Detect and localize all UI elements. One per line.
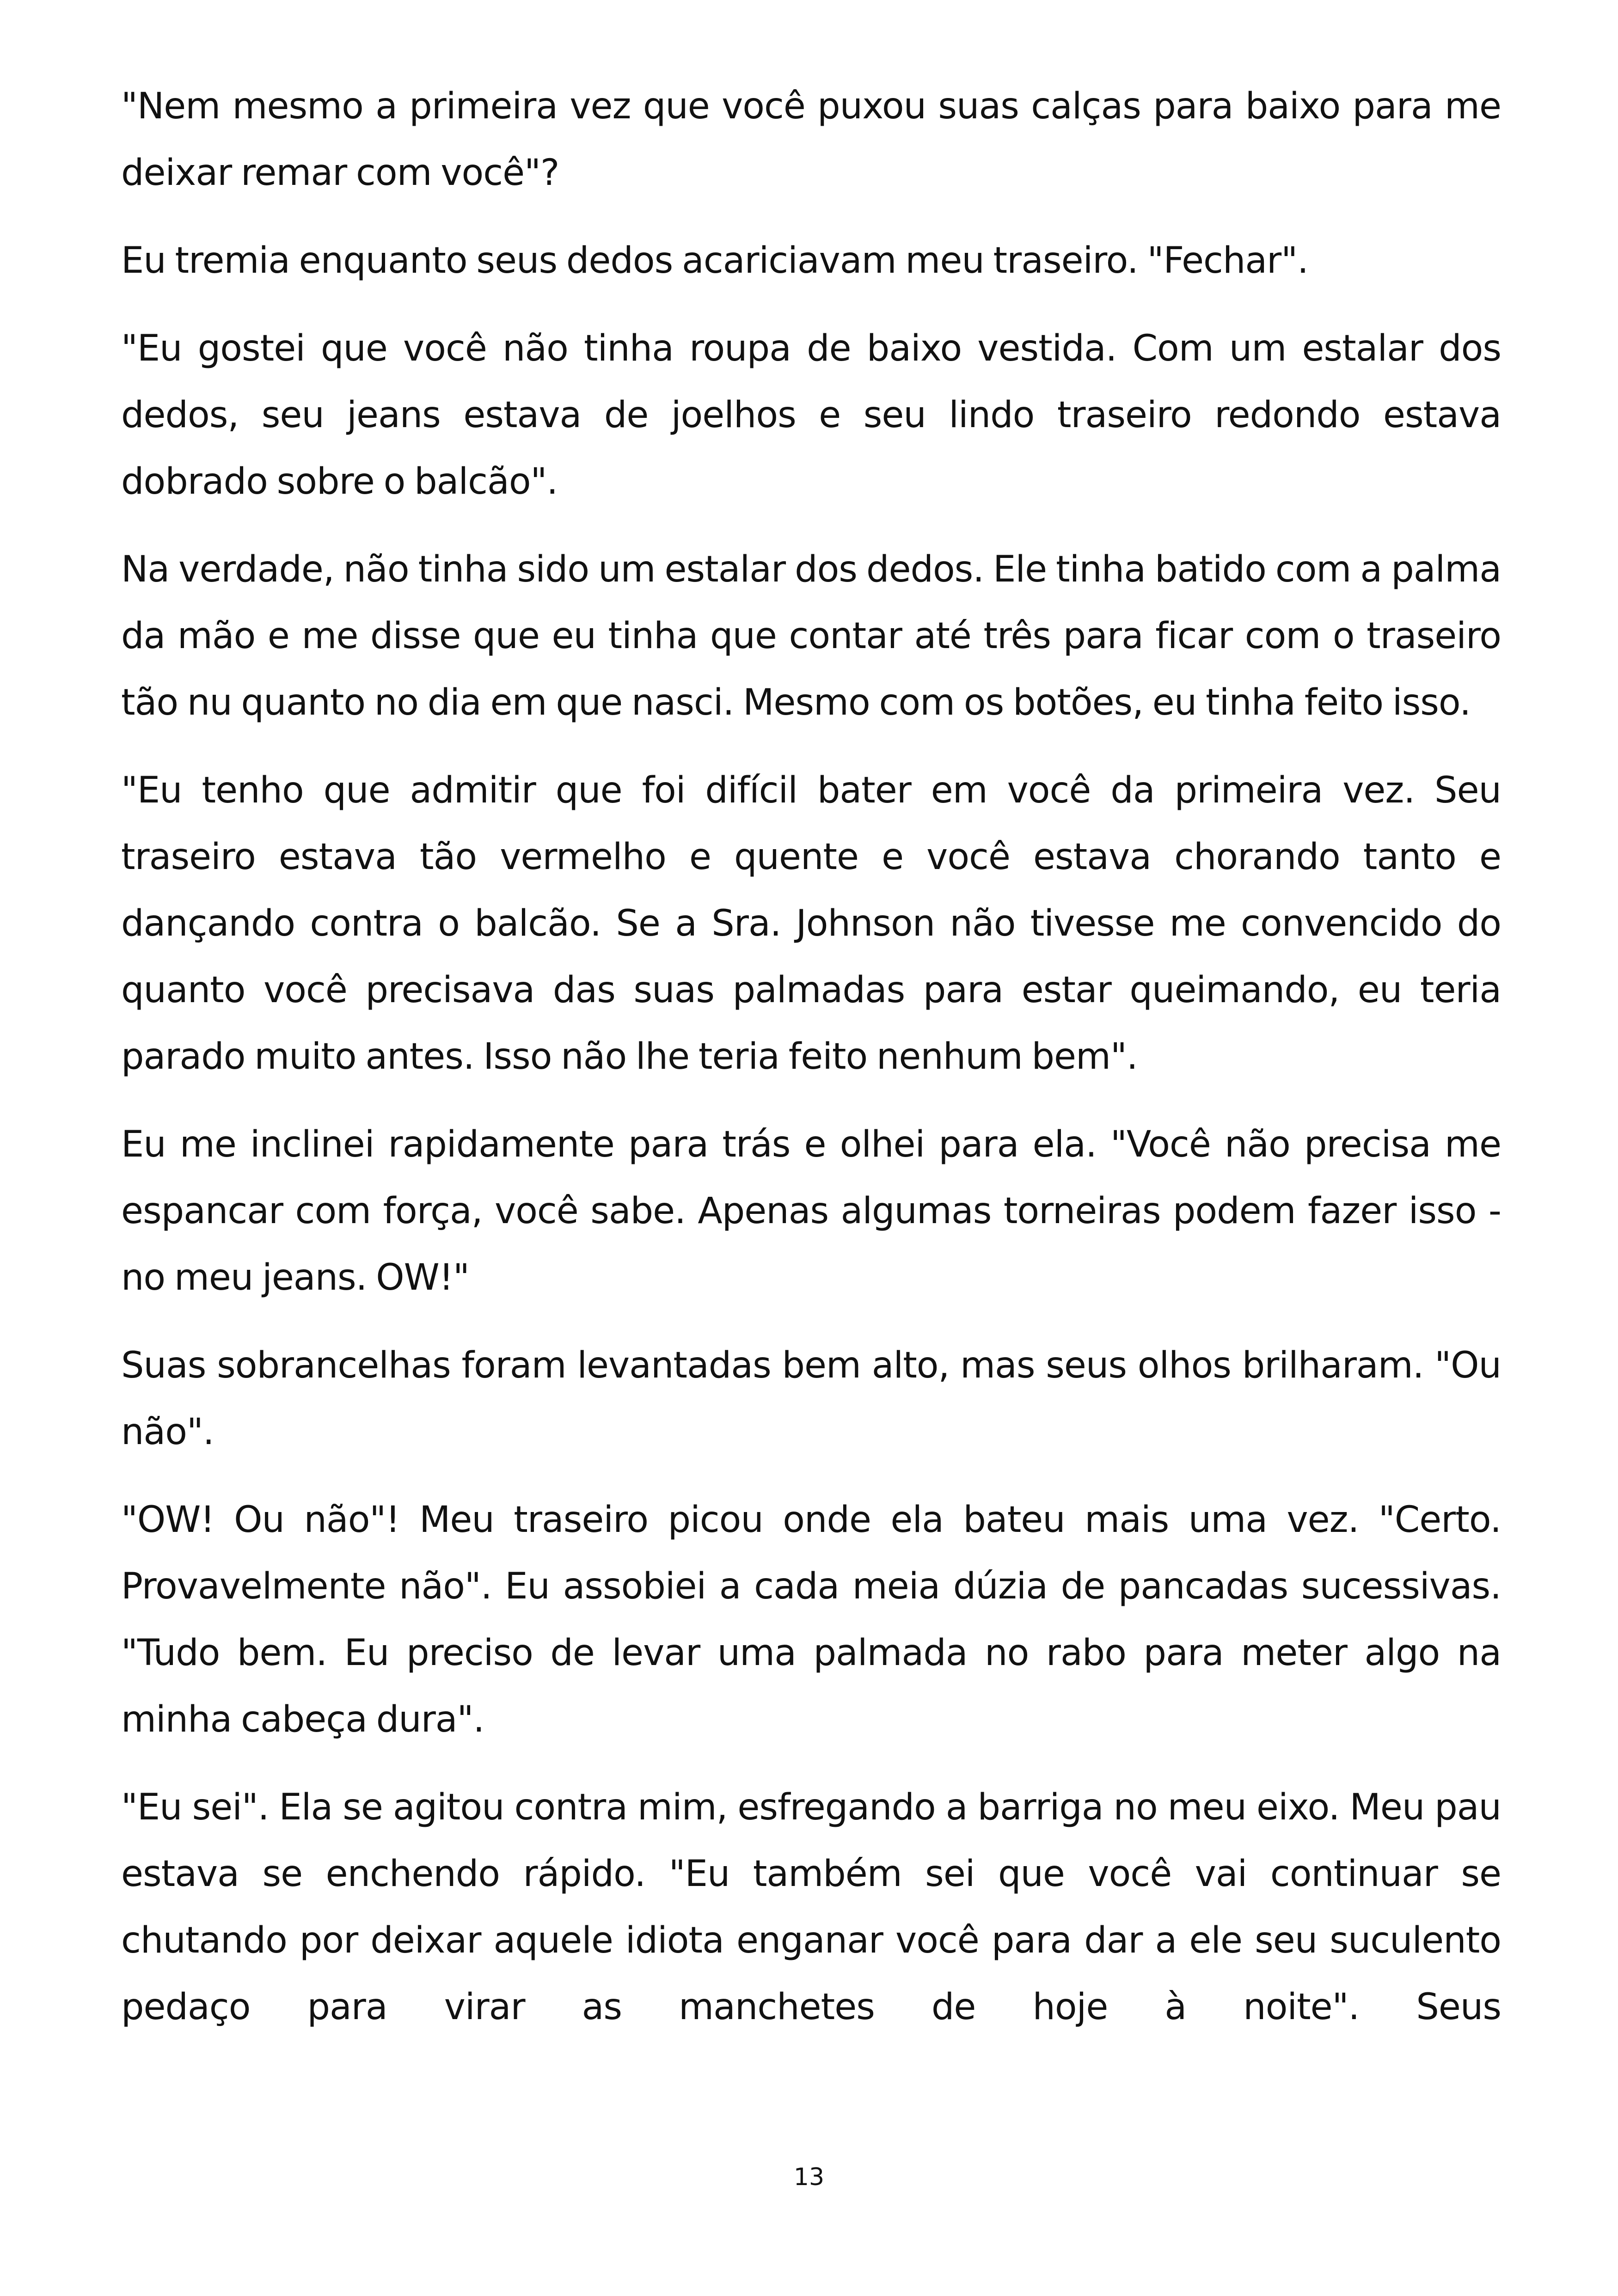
paragraph: "Nem mesmo a primeira vez que você puxou suas calças para baixo para me deixar remar com você"?: [121, 86, 1501, 194]
paragraph: Na verdade, não tinha sido um estalar dos dedos. Ele tinha batido com a palma da mão e me disse que eu tinha que contar até três para ficar com o traseiro tão nu quanto no dia em que nasci. Mesmo com os botões, eu tinha feito isso.: [121, 549, 1501, 723]
paragraph: "OW! Ou não"! Meu traseiro picou onde ela bateu mais uma vez. "Certo. Provavelmente não". Eu assobiei a cada meia dúzia de pancadas sucessivas. "Tudo bem. Eu preciso de levar uma palmada no rabo para meter algo na minha cabeça dura".: [121, 1499, 1501, 1740]
paragraph: "Eu gostei que você não tinha roupa de baixo vestida. Com um estalar dos dedos, seu jeans estava de joelhos e seu lindo traseiro redondo estava dobrado sobre o balcão".: [121, 328, 1501, 502]
paragraph: "Eu sei". Ela se agitou contra mim, esfregando a barriga no meu eixo. Meu pau estava se enchendo rápido. "Eu também sei que você vai continuar se chutando por deixar aquele idiota enganar você para dar a ele seu suculento pedaço para virar as manchetes de hoje à noite". Seus: [121, 1787, 1501, 2028]
paragraph: Eu tremia enquanto seus dedos acariciavam meu traseiro. "Fechar".: [121, 240, 1308, 282]
page-number: 13: [793, 2163, 825, 2191]
paragraph: Suas sobrancelhas foram levantadas bem alto, mas seus olhos brilharam. "Ou não".: [121, 1345, 1501, 1453]
document-page: [121, 73, 1501, 2062]
paragraph: "Eu tenho que admitir que foi difícil bater em você da primeira vez. Seu traseiro estava tão vermelho e quente e você estava chorando tanto e dançando contra o balcão. Se a Sra. Johnson não tivesse me convencido do quanto você precisava das suas palmadas para estar queimando, eu teria parado muito antes. Isso não lhe teria feito nenhum bem".: [121, 770, 1501, 1078]
paragraph: Eu me inclinei rapidamente para trás e olhei para ela. "Você não precisa me espancar com força, você sabe. Apenas algumas torneiras podem fazer isso - no meu jeans. OW!": [121, 1124, 1501, 1298]
